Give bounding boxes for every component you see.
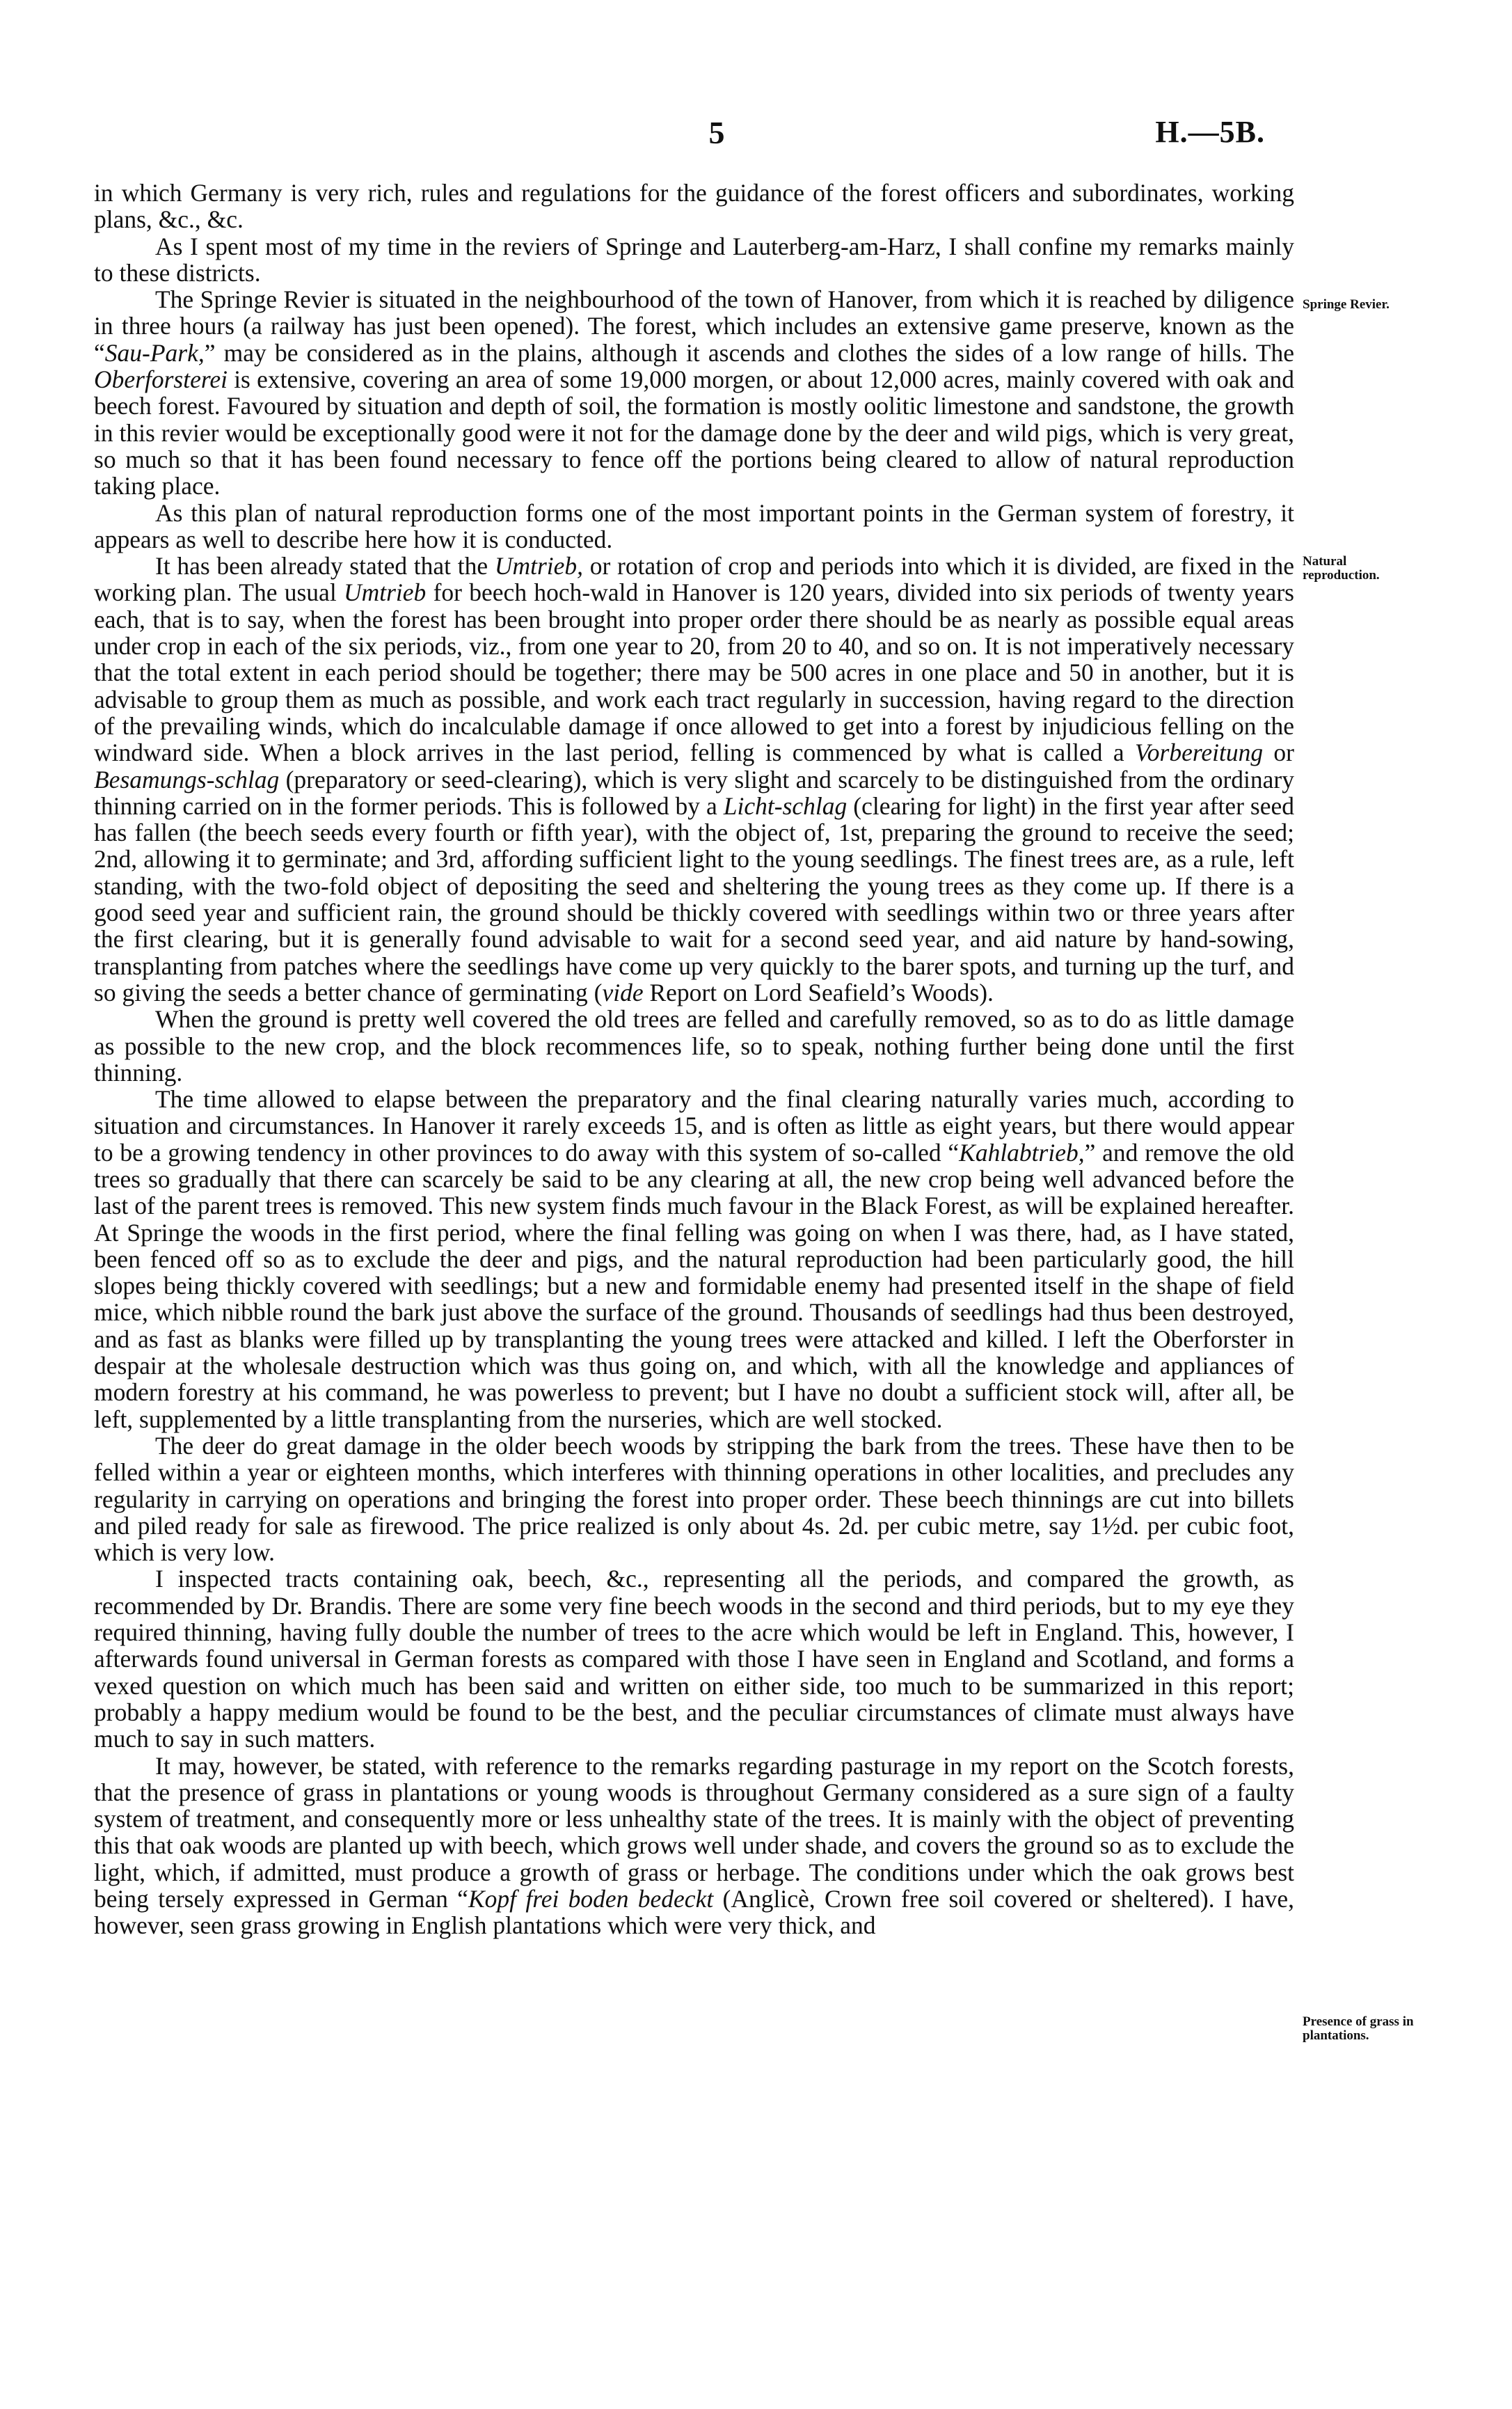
page-number: 5 bbox=[708, 115, 725, 150]
italic-term: Umtrieb, bbox=[494, 552, 584, 580]
paragraph-springe-revier bbox=[94, 286, 1294, 499]
italic-term: Umtrieb bbox=[343, 578, 427, 607]
italic-term: Vorbereitung bbox=[1135, 739, 1264, 767]
margin-note-springe-revier: Springe Revier. bbox=[1303, 297, 1390, 312]
text-run: It has been already stated that the bbox=[155, 552, 495, 580]
italic-term: Licht-schlag bbox=[723, 791, 847, 820]
paragraph-2: As I spent most of my time in the reviers of Springe and Lauterberg-am-Harz, I shall confine my remarks mainly to these districts. bbox=[94, 232, 1294, 287]
text-run: (clearing for light) in the first year after seed has fallen (the beech seeds every fourth or fifth year), with the object of, 1st, preparing the ground to receive the seed; 2nd, allowing it to germinate; and 3rd, affording sufficient light to the young seedlings. The finest trees are, as a rule, left standing, with the two-fold object of depositing the seed and sheltering the young trees as they come up. If there is a good seed year and sufficient rain, the ground should be thickly covered with seedlings within two or three years after the first clearing, but it is generally found advisable to wait for a second seed year, and aid nature by hand-sowing, transplanting from patches where the seedlings have come up very quickly to the barer spots, and turning up the turf, and so giving the seeds a better chance of germinating ( bbox=[94, 791, 1294, 1006]
text-run: It may, however, be stated, with reference to the remarks regarding pasturage in my report on the Scotch forests, that the presence of grass in plantations or young woods is throughout Germany considered as a sure sign of a faulty system of treatment, and consequently more or less unhealthy state of the trees. It is mainly with the object of preventing this that oak woods are planted up with beech, which grows well under shade, and covers the ground so as to exclude the light, which, if admitted, must produce a growth of grass or herbage. The conditions under which the oak grows best being tersely expressed in German “ bbox=[94, 1751, 1294, 1913]
body-text bbox=[94, 180, 1294, 1939]
text-run: or bbox=[1263, 739, 1294, 767]
paragraph-felling: When the ground is pretty well covered the old trees are felled and carefully removed, so as to do as little damage as possible to the new crop, and the block recommences life, so to speak, nothing further being done until the first thinning. bbox=[94, 1005, 1294, 1087]
margin-note-natural-reproduction: Natural reproduction. bbox=[1303, 554, 1380, 583]
text-run: (Anglicè, Crown free soil covered or sheltered). I have, however, seen grass growing in English plantations which were very thick, and bbox=[94, 1885, 1294, 1940]
italic-term: Besamungs-schlag bbox=[94, 765, 280, 793]
paragraph-1: in which Germany is very rich, rules and regulations for the guidance of the forest officers and subordinates, working plans, &c., &c. bbox=[94, 179, 1294, 234]
text-run: The time allowed to elapse between the preparatory and the final clearing naturally varies much, according to situation and circumstances. In Hanover it rarely exceeds 15, and is often as little as eight years, but there would appear to be a growing tendency in other provinces to do away with this system of so-called “ bbox=[94, 1085, 1294, 1167]
italic-term: Kopf frei boden bedeckt bbox=[468, 1885, 714, 1913]
italic-term: Sau-Park, bbox=[104, 338, 205, 367]
text-run: (preparatory or seed-clearing), which is very slight and scarcely to be distinguished from the ordinary thinning carried on in the former periods. This is followed by a bbox=[94, 765, 1294, 820]
text-run: or rotation of crop and periods into which it is divided, are fixed in the working plan. The usual bbox=[94, 552, 1295, 607]
text-run: is extensive, covering an area of some 19,000 morgen, or about 12,000 acres, mainly covered with oak and beech forest. Favoured by situation and depth of soil, the formation is mostly oolitic limestone and sandstone, the growth in this revier would be exceptionally good were it not for the damage done by the deer and wild pigs, which is very great, so much so that it has been found necessary to fence off the portions being cleared to allow of natural reproduction taking place. bbox=[94, 365, 1294, 500]
paragraph-deer-damage: The deer do great damage in the older beech woods by stripping the bark from the trees. These have then to be felled within a year or eighteen months, which interferes with thinning operations in other localities, and precludes any regularity in carrying on operations and bringing the forest into proper order. These beech thinnings are cut into billets and piled ready for sale as firewood. The price realized is only about 4s. 2d. per cubic metre, say 1½d. per cubic foot, which is very low. bbox=[94, 1431, 1294, 1567]
paragraph-umtrieb bbox=[94, 553, 1294, 1006]
text-run: ” may be considered as in the plains, although it ascends and clothes the sides of a low range of hills. The bbox=[204, 338, 1294, 367]
paragraph-grass bbox=[94, 1753, 1294, 1939]
text-run: The Springe Revier is situated in the neighbourhood of the town of Hanover, from which it is reached by diligence in three hours (a railway has just been opened). The forest, which includes an extensive game preserve, known as the “ bbox=[94, 285, 1294, 367]
italic-term: Oberforsterei bbox=[94, 365, 228, 394]
italic-term: Kahlabtrieb, bbox=[959, 1138, 1085, 1167]
paragraph-inspection: I inspected tracts containing oak, beech, &c., representing all the periods, and compared the growth, as recommended by Dr. Brandis. There are some very fine beech woods in the second and third periods, but to my eye they required thinning, having fully double the number of trees to the acre which would be left in England. This, however, I afterwards found universal in German forests as compared with those I have seen in England and Scotland, and forms a vexed question on which much has been said and written on either side, too much to be summarized in this report; probably a happy medium would be found to be the best, and the peculiar circumstances of climate must always have much to say in such matters. bbox=[94, 1565, 1294, 1753]
text-run: Report on Lord Seafield’s Woods). bbox=[643, 978, 994, 1006]
text-run: ” and remove the old trees so gradually that there can scarcely be said to be any clearing at all, the new crop being well advanced before the last of the parent trees is removed. This new system finds much favour in the Black Forest, as will be explained hereafter. At Springe the woods in the first period, where the final felling was going on when I was there, had, as I have stated, been fenced off so as to exclude the deer and pigs, and the natural reproduction had been particularly good, the hill slopes being thickly covered with seedlings; but a new and formidable enemy had presented itself in the shape of field mice, which nibble round the bark just above the surface of the ground. Thousands of seedlings had thus been destroyed, and as fast as blanks were filled up by transplanting the young trees were attacked and killed. I left the Oberforster in despair at the wholesale destruction which was thus going on, and which, with all the knowledge and appliances of modern forestry at his command, he was powerless to prevent; but I have no doubt a sufficient stock will, after all, be left, supplemented by a little transplanting from the nurseries, which are well stocked. bbox=[94, 1138, 1294, 1433]
margin-note-grass-in-plantations: Presence of grass in plantations. bbox=[1303, 2014, 1414, 2043]
paragraph-natural-reproduction: As this plan of natural reproduction forms one of the most important points in the German system of forestry, it appears as well to describe here how it is conducted. bbox=[94, 498, 1294, 553]
italic-term: vide bbox=[602, 978, 644, 1006]
text-run: for beech hoch-wald in Hanover is 120 years, divided into six periods of twenty years each, that is to say, when the forest has been brought into proper order there should be as nearly as possible equal areas under crop in each of the six periods, viz., from one year to 20, from 20 to 40, and so on. It is not imperatively necessary that the total extent in each period should be together; there may be 500 acres in one place and 50 in another, but it is advisable to group them as much as possible, and work each tract regularly in succession, having regard to the direction of the prevailing winds, which do incalculable damage if once allowed to get into a forest by injudicious felling on the windward side. When a block arrives in the last period, felling is commenced by what is called a bbox=[94, 578, 1294, 767]
paragraph-clearing-time bbox=[94, 1086, 1294, 1432]
page-reference: H.—5B. bbox=[1155, 115, 1265, 149]
